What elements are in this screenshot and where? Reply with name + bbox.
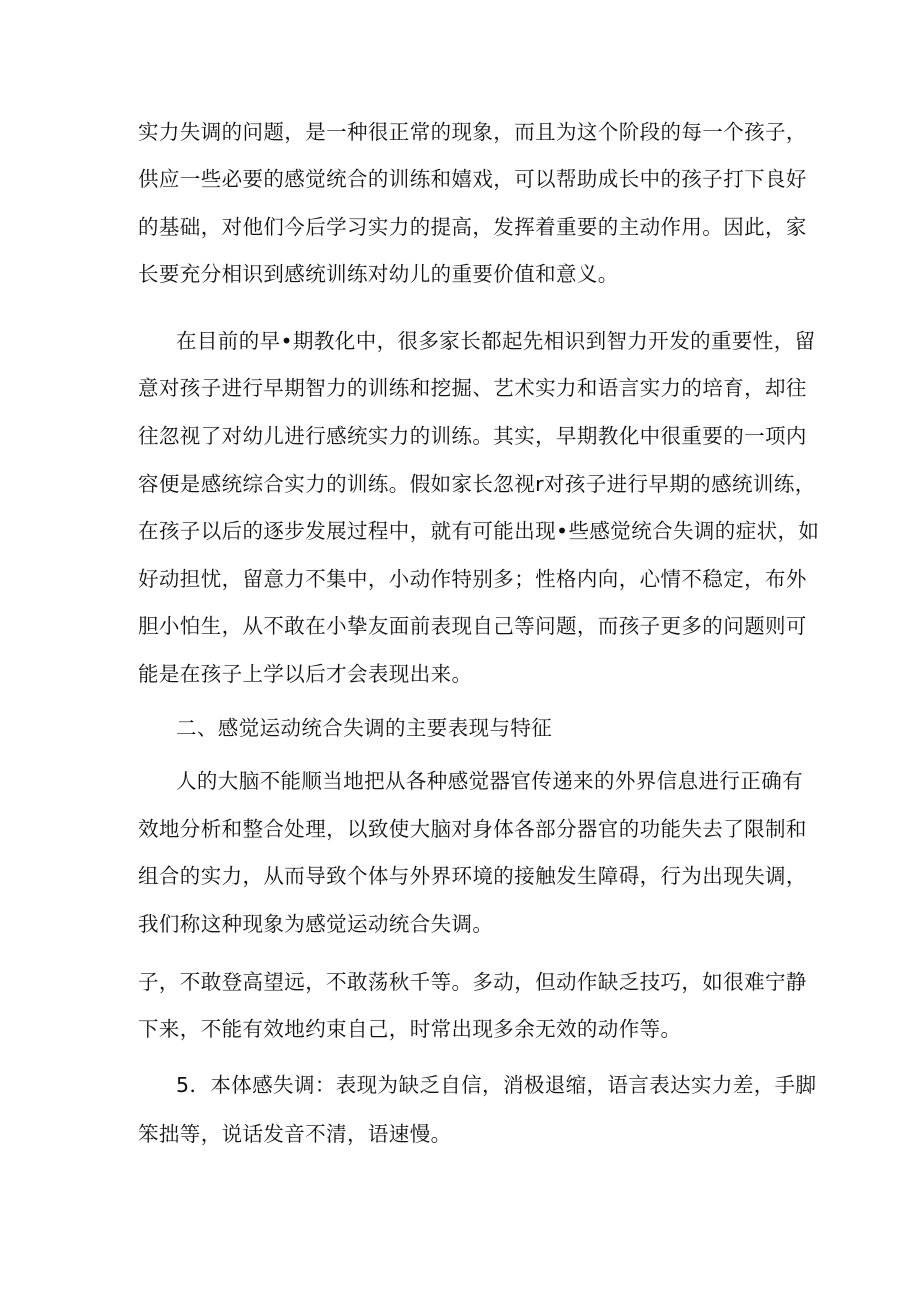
text-line: 笨拙等，说话发音不清，语速慢。 [138,1122,452,1146]
text-line: 效地分析和整合处理，以致使大脑对身体各部分器官的功能失去了限制和 [138,817,807,841]
text-line: 实力失调的问题，是一种很正常的现象，而且为这个阶段的每一个孩子， [138,120,807,144]
text-line: 容便是感统综合实力的训练。假如家长忽视r对孩子进行早期的感统训练， [138,472,816,496]
text-line: 在孩子以后的逐步发展过程中，就有可能出现•些感觉统合失调的症状，如 [138,519,820,543]
text-line: 长要充分相识到感统训练对幼儿的重要价值和意义。 [138,262,619,286]
section-heading: 二、感觉运动统合失调的主要表现与特征 [176,716,553,740]
text-line: 在目前的早•期教化中，很多家长都起先相识到智力开发的重要性，留 [176,329,816,353]
text-line: 好动担忧，留意力不集中，小动作特别多；性格内向，心情不稳定，布外 [138,567,807,591]
text-line: 的基础，对他们今后学习实力的提高，发挥着重要的主动作用。因此，家 [138,215,807,239]
text-line: 下来，不能有效地约束自己，时常出现多余无效的动作等。 [138,1017,682,1041]
text-line: 往忽视了对幼儿进行感统实力的训练。其实，早期教化中很重要的一项内 [138,424,807,448]
text-line: 5．本体感失调：表现为缺乏自信，消极退缩，语言表达实力差，手脚 [176,1073,817,1097]
text-line: 供应一些必要的感觉统合的训练和嬉戏，可以帮助成长中的孩子打下良好 [138,167,807,191]
text-line: 能是在孩子上学以后才会表现出来。 [138,662,473,686]
text-line: 胆小怕生，从不敢在小挚友面前表现自己等问题，而孩子更多的问题则可 [138,614,807,638]
text-line: 人的大脑不能顺当地把从各种感觉器官传递来的外界信息进行正确有 [176,769,803,793]
text-line: 子，不敢登高望远，不敢荡秋千等。多动，但动作缺乏技巧，如很难宁静 [138,970,807,994]
text-line: 意对孩子进行早期智力的训练和挖掘、艺术实力和语言实力的培育，却往 [138,376,807,400]
text-line: 组合的实力，从而导致个体与外界环境的接触发生障碍，行为出现失调， [138,864,807,888]
text-line: 我们称这种现象为感觉运动统合失调。 [138,912,494,936]
